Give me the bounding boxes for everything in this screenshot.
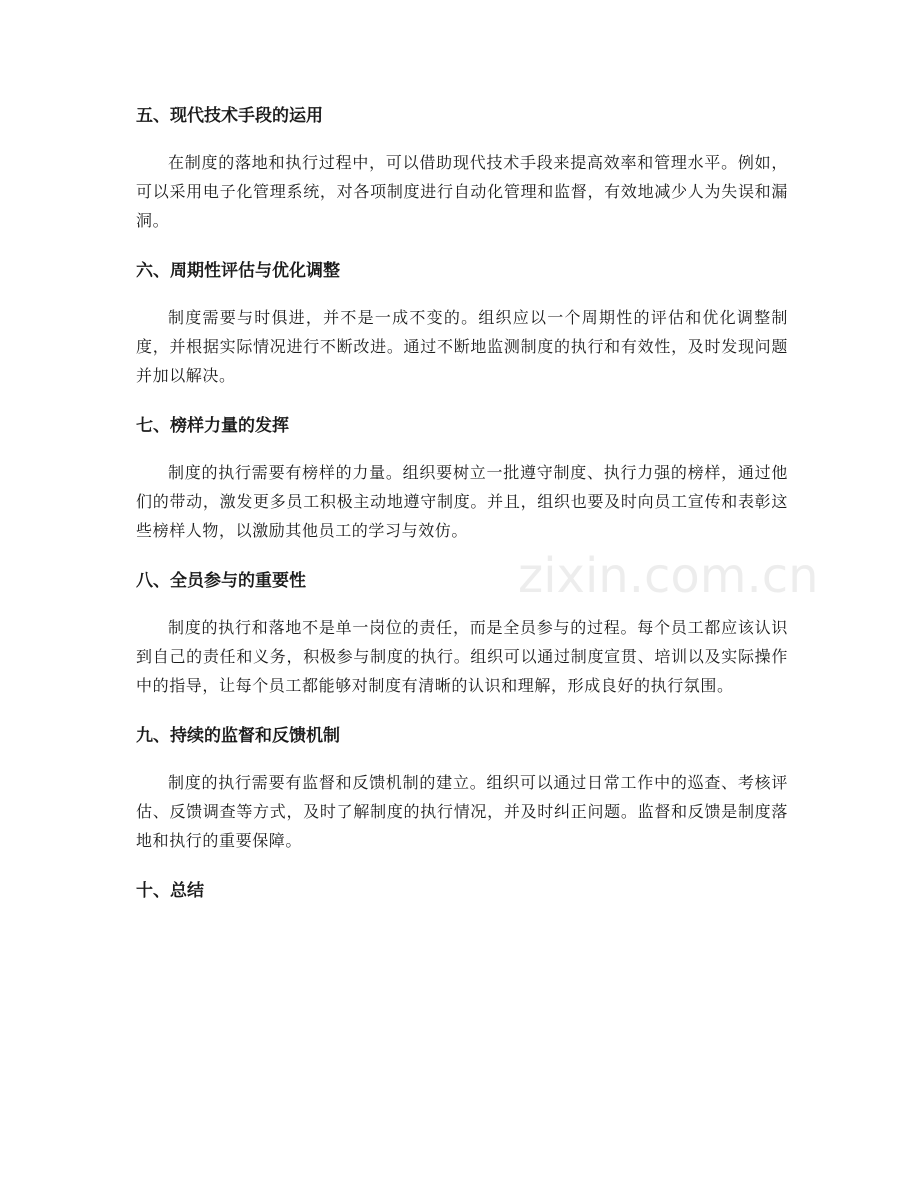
section-heading: 九、持续的监督和反馈机制 <box>136 726 340 746</box>
section-heading: 八、全员参与的重要性 <box>136 571 306 591</box>
section-paragraph: 制度的执行需要有监督和反馈机制的建立。组织可以通过日常工作中的巡查、考核评估、反馈调查等方式，及时了解制度的执行情况，并及时纠正问题。监督和反馈是制度落地和执行的重要保障。 <box>136 773 788 850</box>
section-10 <box>136 879 788 903</box>
section-heading: 七、榜样力量的发挥 <box>136 416 289 436</box>
section-8 <box>136 569 788 700</box>
section-7 <box>136 414 788 545</box>
section-6 <box>136 259 788 390</box>
section-paragraph: 在制度的落地和执行过程中，可以借助现代技术手段来提高效率和管理水平。例如，可以采用电子化管理系统，对各项制度进行自动化管理和监督，有效地减少人为失误和漏洞。 <box>136 153 788 230</box>
section-5 <box>136 104 788 235</box>
section-heading: 十、总结 <box>136 881 204 901</box>
section-heading: 六、周期性评估与优化调整 <box>136 261 340 281</box>
section-paragraph: 制度的执行需要有榜样的力量。组织要树立一批遵守制度、执行力强的榜样，通过他们的带动，激发更多员工积极主动地遵守制度。并且，组织也要及时向员工宣传和表彰这些榜样人物，以激励其他员工的学习与效仿。 <box>136 463 788 540</box>
watermark: zixin.com.cn <box>518 548 819 604</box>
section-paragraph: 制度需要与时俱进，并不是一成不变的。组织应以一个周期性的评估和优化调整制度，并根据实际情况进行不断改进。通过不断地监测制度的执行和有效性，及时发现问题并加以解决。 <box>136 308 788 385</box>
section-heading: 五、现代技术手段的运用 <box>136 106 323 126</box>
section-paragraph: 制度的执行和落地不是单一岗位的责任，而是全员参与的过程。每个员工都应该认识到自己的责任和义务，积极参与制度的执行。组织可以通过制度宣贯、培训以及实际操作中的指导，让每个员工都能够对制度有清晰的认识和理解，形成良好的执行氛围。 <box>136 618 788 695</box>
section-9 <box>136 724 788 855</box>
document-body <box>136 104 788 923</box>
